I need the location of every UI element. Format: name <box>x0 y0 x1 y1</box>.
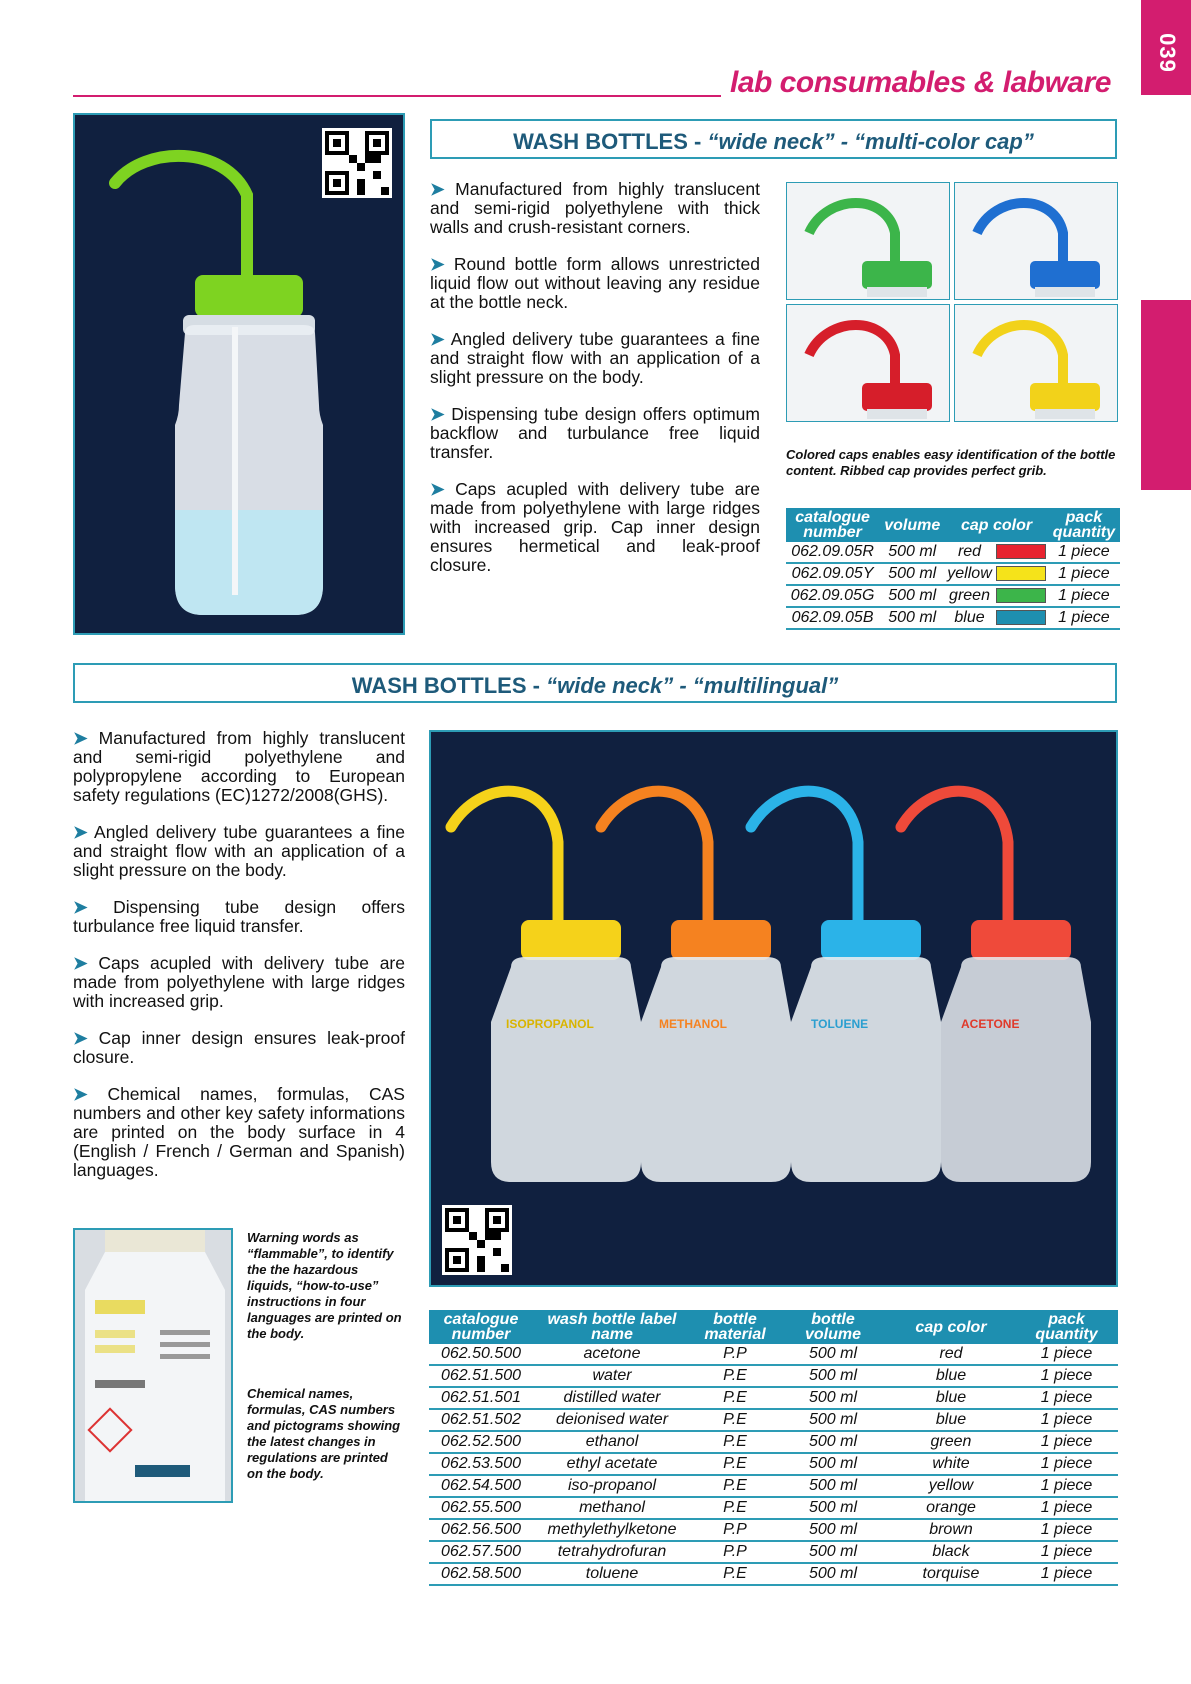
table-cell: blue <box>887 1409 1015 1431</box>
table-cell: P.E <box>691 1563 779 1585</box>
table-cell: red <box>887 1344 1015 1365</box>
table-row <box>429 1541 1118 1563</box>
col-volume: bottle volume <box>779 1310 887 1344</box>
side-tab <box>1141 300 1191 490</box>
table-cell: P.E <box>691 1475 779 1497</box>
table-cell: 1 piece <box>1015 1453 1118 1475</box>
table-cell: 500 ml <box>779 1387 887 1409</box>
section2-title-separator: - <box>526 673 547 698</box>
arrow-icon: ➤ <box>430 254 445 274</box>
section1-paragraph: ➤ Dispensing tube design offers optimum backflow and turbulance free liquid transfer. <box>430 404 760 462</box>
section1-title-name: WASH BOTTLES <box>513 129 688 154</box>
table-cell: black <box>887 1541 1015 1563</box>
table-header-row <box>429 1310 1118 1344</box>
red-cap-photo <box>786 304 950 422</box>
table-cell: green <box>887 1431 1015 1453</box>
qr-code[interactable] <box>322 128 392 198</box>
table-row <box>429 1453 1118 1475</box>
col-pack: pack quantity <box>1048 508 1120 542</box>
section1-title-sub: “wide neck” - “multi-color cap” <box>707 129 1034 154</box>
arrow-icon: ➤ <box>430 404 445 424</box>
table-cell: 500 ml <box>779 1453 887 1475</box>
table-cell: methanol <box>533 1497 691 1519</box>
table-cell: P.E <box>691 1431 779 1453</box>
section2-paragraph: ➤ Dispensing tube design offers turbulance free liquid transfer. <box>73 897 405 936</box>
table-cell: 1 piece <box>1015 1541 1118 1563</box>
table-row: 062.09.05Y 500 ml yellow 1 piece <box>786 563 1120 585</box>
table-cell: yellow <box>887 1475 1015 1497</box>
section1-table <box>786 508 1120 630</box>
table-row <box>429 1519 1118 1541</box>
table-row <box>429 1344 1118 1365</box>
section1-paragraph: ➤ Manufactured from highly translucent and semi-rigid polyethylene with thick walls and crush-resistant corners. <box>430 179 760 237</box>
closeup-photo <box>73 1228 233 1503</box>
table-cell: methylethylketone <box>533 1519 691 1541</box>
table-cell: P.E <box>691 1387 779 1409</box>
table-cell: 062.56.500 <box>429 1519 533 1541</box>
table-cell: 500 ml <box>779 1409 887 1431</box>
table-cell: tetrahydrofuran <box>533 1541 691 1563</box>
col-catalogue: catalogue number <box>786 508 879 542</box>
table-row <box>429 1387 1118 1409</box>
col-pack: pack quantity <box>1015 1310 1118 1344</box>
table-cell: 1 piece <box>1015 1387 1118 1409</box>
section2-paragraph: ➤ Angled delivery tube guarantees a fine and straight flow with an application of a slight pressure on the body. <box>73 822 405 880</box>
table-row: 062.09.05R 500 ml red 1 piece <box>786 542 1120 563</box>
table-cell: 062.51.500 <box>429 1365 533 1387</box>
col-label-name: wash bottle label name <box>533 1310 691 1344</box>
table-cell: 500 ml <box>779 1344 887 1365</box>
table-cell: 062.51.501 <box>429 1387 533 1409</box>
section2-title-name: WASH BOTTLES <box>351 673 527 698</box>
closeup-caption-1: Warning words as “flammable”, to identify the the hazardous liquids, “how-to-use” instructions in four languages are printed on the body. <box>247 1230 402 1341</box>
table-row: 062.09.05B 500 ml blue 1 piece <box>786 607 1120 629</box>
table-cell: 500 ml <box>779 1365 887 1387</box>
table-cell: P.E <box>691 1497 779 1519</box>
table-cell: orange <box>887 1497 1015 1519</box>
table-cell: 1 piece <box>1015 1409 1118 1431</box>
product-photo-single-bottle <box>73 113 405 635</box>
arrow-icon: ➤ <box>73 953 88 973</box>
section2-paragraph: ➤ Chemical names, formulas, CAS numbers and other key safety informations are printed on the body surface in 4 (English / French / German and Spanish) languages. <box>73 1084 405 1180</box>
table-row <box>429 1431 1118 1453</box>
table-cell: 062.54.500 <box>429 1475 533 1497</box>
table-cell: 1 piece <box>1015 1563 1118 1585</box>
table-header-row <box>786 508 1120 542</box>
table-cell: torquise <box>887 1563 1015 1585</box>
table-cell: 062.52.500 <box>429 1431 533 1453</box>
section2-paragraph: ➤ Caps acupled with delivery tube are made from polyethylene with large ridges with increased grip. <box>73 953 405 1011</box>
qr-code[interactable] <box>442 1205 512 1275</box>
col-cap-color: cap color <box>887 1310 1015 1344</box>
arrow-icon: ➤ <box>73 1028 88 1048</box>
section2-description <box>73 729 405 1198</box>
bottle-label: METHANOL <box>659 1017 727 1031</box>
table-cell: 500 ml <box>779 1431 887 1453</box>
table-cell: 062.57.500 <box>429 1541 533 1563</box>
section1-title-separator: - <box>687 129 708 154</box>
page-title: lab consumables & labware <box>730 66 1111 99</box>
table-row <box>429 1497 1118 1519</box>
table-cell: 500 ml <box>779 1563 887 1585</box>
col-catalogue: catalogue number <box>429 1310 533 1344</box>
bottle-label: ISOPROPANOL <box>506 1017 594 1031</box>
section1-paragraph: ➤ Caps acupled with delivery tube are made from polyethylene with large ridges with increased grip. Cap inner design ensures hermetical and leak-proof closure. <box>430 479 760 575</box>
table-row <box>429 1365 1118 1387</box>
table-cell: deionised water <box>533 1409 691 1431</box>
color-swatch <box>996 566 1046 581</box>
color-swatch <box>996 610 1046 625</box>
table-cell: 062.58.500 <box>429 1563 533 1585</box>
table-cell: water <box>533 1365 691 1387</box>
table-cell: P.E <box>691 1453 779 1475</box>
table-cell: 1 piece <box>1015 1431 1118 1453</box>
page-number-tab <box>1141 0 1191 95</box>
table-cell: 062.55.500 <box>429 1497 533 1519</box>
table-cell: blue <box>887 1387 1015 1409</box>
table-cell: acetone <box>533 1344 691 1365</box>
color-swatch <box>996 544 1046 559</box>
table-cell: 1 piece <box>1015 1365 1118 1387</box>
closeup-bottle-illustration <box>75 1230 231 1501</box>
four-bottles-illustration <box>431 732 1116 1285</box>
closeup-caption-2: Chemical names, formulas, CAS numbers and pictograms showing the latest changes in regulations are printed on the body. <box>247 1386 401 1481</box>
col-cap-color: cap color <box>945 508 1047 542</box>
section2-title <box>73 663 1117 703</box>
col-material: bottle material <box>691 1310 779 1344</box>
arrow-icon: ➤ <box>73 728 88 748</box>
header-rule <box>73 95 721 97</box>
color-swatch <box>996 588 1046 603</box>
blue-cap-photo <box>954 182 1118 300</box>
section2-paragraph: ➤ Manufactured from highly translucent and semi-rigid polyethylene and polypropylene according to European safety regulations (EC)1272/2008(GHS). <box>73 728 405 805</box>
bottle-label: TOLUENE <box>811 1017 869 1031</box>
table-cell: ethyl acetate <box>533 1453 691 1475</box>
product-photo-multilingual-bottles <box>429 730 1118 1287</box>
table-row: 062.09.05G 500 ml green 1 piece <box>786 585 1120 607</box>
arrow-icon: ➤ <box>73 897 88 917</box>
section1-paragraph: ➤ Angled delivery tube guarantees a fine and straight flow with an application of a slight pressure on the body. <box>430 329 760 387</box>
arrow-icon: ➤ <box>73 1084 88 1104</box>
section2-table <box>429 1310 1118 1586</box>
yellow-cap-photo <box>954 304 1118 422</box>
table-cell: 500 ml <box>779 1541 887 1563</box>
table-cell: toluene <box>533 1563 691 1585</box>
cap-caption: Colored caps enables easy identification of the bottle content. Ribbed cap provides perfect grib. <box>786 447 1116 478</box>
table-cell: 1 piece <box>1015 1344 1118 1365</box>
table-cell: 062.51.502 <box>429 1409 533 1431</box>
table-cell: white <box>887 1453 1015 1475</box>
table-cell: 062.53.500 <box>429 1453 533 1475</box>
col-volume: volume <box>879 508 945 542</box>
section2-title-sub: “wide neck” - “multilingual” <box>546 673 839 698</box>
table-row <box>429 1563 1118 1585</box>
table-cell: P.P <box>691 1344 779 1365</box>
arrow-icon: ➤ <box>430 179 445 199</box>
arrow-icon: ➤ <box>430 479 445 499</box>
table-cell: P.E <box>691 1365 779 1387</box>
section1-description <box>430 180 760 593</box>
bottle-label: ACETONE <box>961 1017 1020 1031</box>
section1-paragraph: ➤ Round bottle form allows unrestricted liquid flow out without leaving any residue at the bottle neck. <box>430 254 760 312</box>
table-cell: blue <box>887 1365 1015 1387</box>
table-cell: ethanol <box>533 1431 691 1453</box>
table-cell: 062.50.500 <box>429 1344 533 1365</box>
arrow-icon: ➤ <box>73 822 88 842</box>
table-cell: 1 piece <box>1015 1497 1118 1519</box>
table-row <box>429 1409 1118 1431</box>
table-cell: distilled water <box>533 1387 691 1409</box>
table-cell: 500 ml <box>779 1475 887 1497</box>
table-cell: P.P <box>691 1519 779 1541</box>
table-cell: 500 ml <box>779 1519 887 1541</box>
table-cell: brown <box>887 1519 1015 1541</box>
table-cell: P.E <box>691 1409 779 1431</box>
table-cell: 500 ml <box>779 1497 887 1519</box>
table-cell: iso-propanol <box>533 1475 691 1497</box>
section1-title <box>430 119 1117 159</box>
table-cell: P.P <box>691 1541 779 1563</box>
cap-color-grid <box>786 182 1120 422</box>
table-row <box>429 1475 1118 1497</box>
table-cell: 1 piece <box>1015 1519 1118 1541</box>
arrow-icon: ➤ <box>430 329 445 349</box>
page-number: 039 <box>1154 33 1180 73</box>
table-cell: 1 piece <box>1015 1475 1118 1497</box>
section2-paragraph: ➤ Cap inner design ensures leak-proof closure. <box>73 1028 405 1067</box>
green-cap-photo <box>786 182 950 300</box>
